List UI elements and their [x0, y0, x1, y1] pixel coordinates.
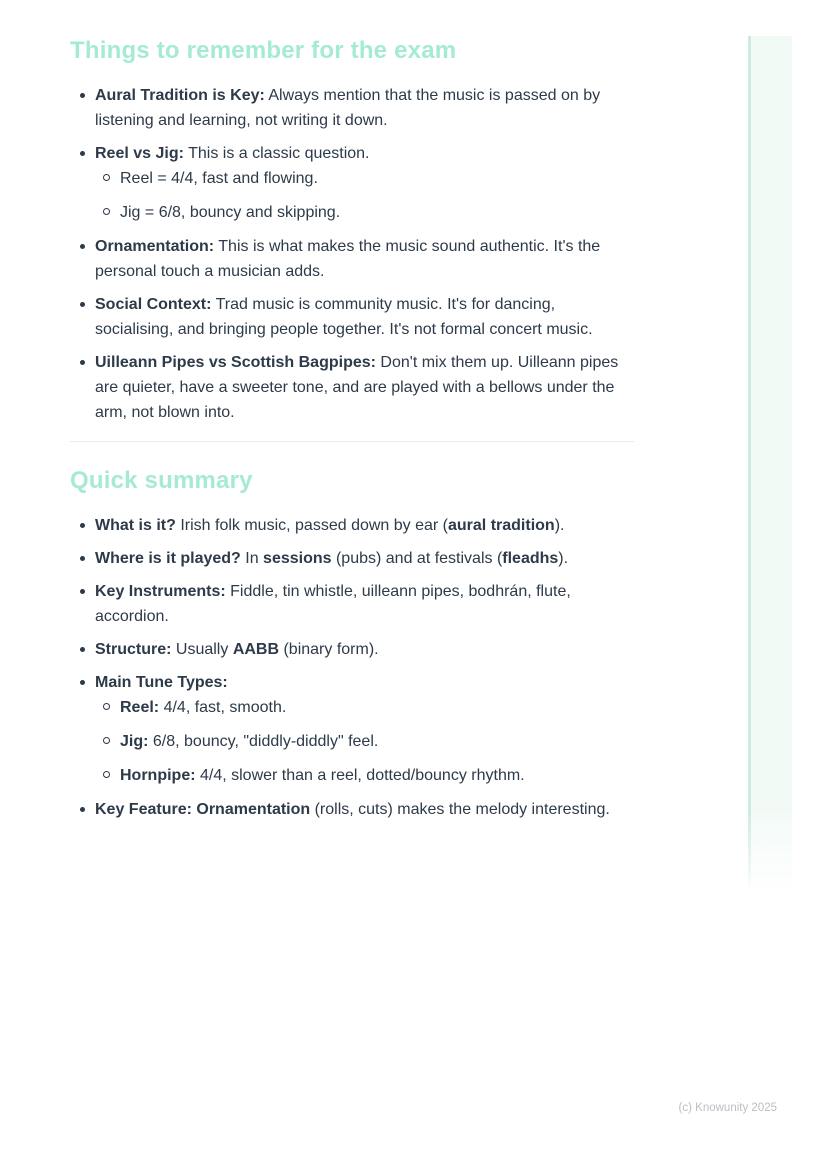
bullet-list	[70, 513, 634, 822]
bold-text-segment: Social Context:	[95, 296, 212, 313]
bold-text-segment: Structure:	[95, 641, 172, 658]
sub-list-item	[95, 695, 634, 720]
bold-text-segment: Hornpipe:	[120, 767, 196, 784]
bold-text-segment: AABB	[232, 641, 280, 658]
text-segment: Fiddle, tin whistle, uilleann pipes, bodhrán, flute, accordion.	[95, 583, 571, 625]
bold-text-segment: Reel:	[120, 699, 160, 716]
text-segment: (binary form).	[279, 641, 379, 658]
sub-list-item	[95, 166, 634, 191]
text-segment: Trad music is community music. It's for dancing, socialising, and bringing people together. It's not formal concert music.	[95, 296, 593, 338]
text-segment: 4/4, slower than a reel, dotted/bouncy rhythm.	[195, 767, 525, 784]
sub-list-item	[95, 200, 634, 225]
text-segment: ).	[554, 517, 565, 534]
section-title: Things to remember for the exam	[70, 37, 457, 64]
bold-text-segment: Main Tune Types:	[95, 674, 228, 691]
text-segment: Irish folk music, passed down by ear (	[175, 517, 448, 534]
list-item	[70, 513, 634, 538]
text-segment: This is what makes the music sound authentic. It's the personal touch a musician adds.	[95, 238, 601, 280]
sub-bullet-list	[95, 695, 634, 788]
sub-bullet-list	[95, 166, 634, 225]
sub-list-item	[95, 763, 634, 788]
bold-text-segment: aural tradition	[448, 517, 555, 534]
list-item	[70, 797, 634, 822]
bold-text-segment: Reel vs Jig:	[95, 145, 184, 162]
bold-text-segment: Key Instruments:	[95, 583, 226, 600]
bold-text-segment: Aural Tradition is Key:	[95, 87, 265, 104]
footer-credit: (c) Knowunity 2025	[678, 1102, 777, 1114]
list-item	[70, 292, 634, 342]
list-item	[70, 546, 634, 571]
sub-list-item	[95, 729, 634, 754]
text-segment: (pubs) and at festivals (	[331, 550, 503, 567]
text-segment: (rolls, cuts) makes the melody interesting.	[310, 801, 610, 818]
bold-text-segment: Key Feature: Ornamentation	[95, 801, 311, 818]
text-segment: 6/8, bouncy, "diddly-diddly" feel.	[148, 733, 379, 750]
bold-text-segment: What is it?	[95, 517, 176, 534]
text-segment: Always mention that the music is passed on by listening and learning, not writing it down.	[95, 87, 601, 129]
text-segment: Jig = 6/8, bouncy and skipping.	[120, 204, 341, 221]
list-item	[70, 670, 634, 788]
list-item	[70, 141, 634, 225]
bold-text-segment: Where is it played?	[95, 550, 241, 567]
bold-text-segment: Ornamentation:	[95, 238, 215, 255]
section-divider	[70, 441, 634, 442]
list-item	[70, 579, 634, 629]
list-item	[70, 637, 634, 662]
right-accent-bar	[748, 36, 792, 893]
list-item	[70, 350, 634, 425]
text-segment: In	[240, 550, 264, 567]
document-content	[70, 36, 634, 838]
bold-text-segment: sessions	[263, 550, 332, 567]
text-segment: 4/4, fast, smooth.	[159, 699, 287, 716]
bold-text-segment: fleadhs	[502, 550, 559, 567]
text-segment: This is a classic question.	[183, 145, 370, 162]
accent-line	[748, 36, 751, 893]
section-title: Quick summary	[70, 467, 253, 494]
list-item	[70, 234, 634, 284]
text-segment: ).	[558, 550, 569, 567]
bold-text-segment: Jig:	[120, 733, 149, 750]
bold-text-segment: Uilleann Pipes vs Scottish Bagpipes:	[95, 354, 376, 371]
bullet-list	[70, 83, 634, 425]
text-segment: Usually	[171, 641, 233, 658]
text-segment: Reel = 4/4, fast and flowing.	[120, 170, 318, 187]
text-segment: Don't mix them up. Uilleann pipes are quieter, have a sweeter tone, and are played with a bellows under the arm, not blown into.	[95, 354, 619, 421]
list-item	[70, 83, 634, 133]
